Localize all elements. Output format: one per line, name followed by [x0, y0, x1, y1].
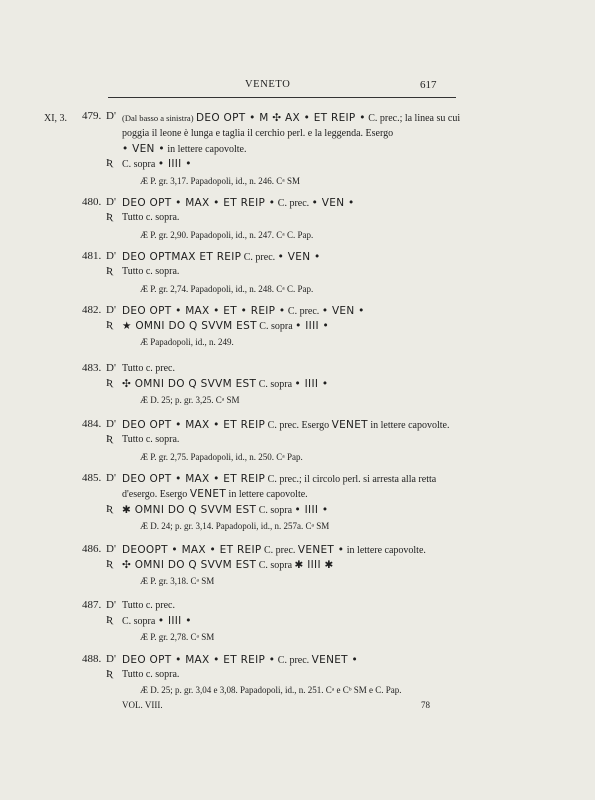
obverse-description: C. prec.; il circolo perl. si arresta alla retta [267, 474, 437, 485]
obverse-description: C. prec. [243, 252, 276, 263]
reverse-symbol: Ʀ [106, 503, 113, 515]
entry-details: Æ P. gr. 2,90. Papadopoli, id., n. 247. Cᵃ C. Pap. [140, 230, 314, 240]
volume-label: VOL. VIII. [122, 700, 163, 710]
entry-details: Æ P. gr. 2,75. Papadopoli, id., n. 250. Cᵃ Pap. [140, 452, 303, 462]
obverse-description: C. prec. [287, 306, 320, 317]
obverse-legend: DEO OPT • M ✣ AX • ET REIP • [196, 112, 366, 124]
entry-details: Æ P. gr. 2,74. Papadopoli, id., n. 248. Cᵃ C. Pap. [140, 284, 314, 294]
obverse-description: Tutto c. prec. [122, 363, 175, 374]
reverse-description: C. sopra [258, 560, 293, 571]
reverse-legend-2: • IIII • [294, 378, 329, 390]
reverse-description: Tutto c. sopra. [122, 212, 180, 223]
reverse-symbol: Ʀ [106, 668, 113, 680]
exergue-legend: VENET • [297, 544, 345, 556]
entry-number: 486. [82, 543, 102, 555]
obverse-description: C. prec.; la linea su cui [368, 113, 461, 124]
reverse-legend: • IIII • [157, 158, 192, 170]
obverse-legend: DEO OPT • MAX • ET REIP • [122, 654, 276, 666]
reverse-legend-2: • IIII • [295, 320, 329, 332]
entry-number: 479. [82, 110, 102, 122]
entry-number: 481. [82, 250, 102, 262]
reverse-symbol: Ʀ [106, 265, 113, 277]
page-number: 617 [420, 79, 437, 91]
description-line-2: in lettere capovolte. [228, 489, 308, 500]
reverse-legend: ✣ OMNI DO Q SVVM EST [122, 559, 257, 571]
entry-details: Æ D. 24; p. gr. 3,14. Papadopoli, id., n. 257a. Cᵃ SM [140, 521, 330, 531]
header-rule [108, 97, 456, 98]
obverse-symbol: D' [106, 418, 116, 430]
entry-details: Æ P. gr. 3,17. Papadopoli, id., n. 246. Cᵃ SM [140, 176, 300, 186]
reverse-description: C. sopra [258, 379, 293, 390]
entry-details: Æ P. gr. 2,78. Cᵃ SM [140, 632, 215, 642]
reverse-description: Tutto c. sopra. [122, 266, 180, 277]
obverse-legend: DEO OPT • MAX • ET REIP • [122, 197, 276, 209]
obverse-symbol: D' [106, 250, 116, 262]
entry-details: Æ D. 25; p. gr. 3,04 e 3,08. Papadopoli, id., n. 251. Cᵃ e Cᵇ SM e C. Pap. [140, 685, 402, 695]
reverse-legend-2: • IIII • [294, 504, 329, 516]
obverse-legend: DEO OPT • MAX • ET • REIP • [122, 305, 286, 317]
reverse-symbol: Ʀ [106, 319, 113, 331]
reverse-legend-2: ✱ IIII ✱ [294, 559, 334, 571]
reverse-legend: ★ OMNI DO Q SVVM EST [122, 320, 257, 332]
obverse-description-2: in lettere capovolte. [346, 545, 426, 556]
entry-details: Æ P. gr. 3,18. Cᵃ SM [140, 576, 215, 586]
obverse-symbol: D' [106, 599, 116, 611]
entry-number: 488. [82, 653, 102, 665]
entry-number: 482. [82, 304, 102, 316]
reverse-symbol: Ʀ [106, 211, 113, 223]
reverse-description: C. sopra [122, 159, 156, 170]
obverse-legend: DEO OPT • MAX • ET REIP [122, 419, 266, 431]
entry-number: 484. [82, 418, 102, 430]
entry-details: Æ Papadopoli, id., n. 249. [140, 337, 234, 347]
reverse-symbol: Ʀ [106, 558, 113, 570]
reverse-description: Tutto c. sopra. [122, 434, 180, 445]
exergue-legend: VENET • [311, 654, 359, 666]
reverse-symbol: Ʀ [106, 433, 113, 445]
section-reference: XI, 3. [44, 113, 68, 124]
obverse-description: C. prec. [277, 198, 310, 209]
entry-number: 487. [82, 599, 102, 611]
obverse-note: (Dal basso a sinistra) [122, 113, 194, 123]
entry-details: Æ D. 25; p. gr. 3,25. Cᵃ SM [140, 395, 240, 405]
exergue-legend: VENET [331, 419, 368, 431]
exergue-legend: VENET [189, 488, 227, 500]
reverse-description: C. sopra [258, 505, 293, 516]
entry-number: 485. [82, 472, 102, 484]
reverse-legend: ✱ OMNI DO Q SVVM EST [122, 504, 257, 516]
entry-number: 483. [82, 362, 102, 374]
reverse-legend: ✣ OMNI DO Q SVVM EST [122, 378, 257, 390]
reverse-legend: • IIII • [157, 615, 192, 627]
obverse-legend-2: • VEN • [311, 197, 355, 209]
obverse-symbol: D' [106, 304, 116, 316]
description-line: poggia il leone è lunga e taglia il cerchio perl. e la leggenda. Esergo [122, 128, 394, 139]
obverse-description: C. prec. Esergo [267, 420, 330, 431]
reverse-symbol: Ʀ [106, 157, 113, 169]
reverse-symbol: Ʀ [106, 614, 113, 626]
description-line: d'esergo. Esergo [122, 489, 188, 500]
obverse-legend: DEOOPT • MAX • ET REIP [122, 544, 262, 556]
running-header-title: VENETO [245, 79, 291, 90]
reverse-description: C. sopra [122, 616, 156, 627]
obverse-symbol: D' [106, 362, 116, 374]
obverse-description: C. prec. [277, 655, 310, 666]
obverse-symbol: D' [106, 110, 116, 122]
exergue-legend: • VEN • [122, 143, 165, 155]
reverse-description: Tutto c. sopra. [122, 669, 180, 680]
obverse-legend: DEO OPT • MAX • ET REIP [122, 473, 266, 485]
signature-mark: 78 [421, 700, 430, 710]
obverse-symbol: D' [106, 472, 116, 484]
reverse-symbol: Ʀ [106, 377, 113, 389]
obverse-description: C. prec. [264, 545, 296, 556]
obverse-symbol: D' [106, 196, 116, 208]
obverse-legend: DEO OPTMAX ET REIP [122, 251, 242, 263]
entry-number: 480. [82, 196, 102, 208]
obverse-legend-2: • VEN • [277, 251, 321, 263]
description-line: in lettere capovolte. [167, 144, 247, 155]
obverse-symbol: D' [106, 653, 116, 665]
reverse-description: C. sopra [259, 321, 293, 332]
obverse-description-2: in lettere capovolte. [370, 420, 450, 431]
obverse-legend-2: • VEN • [321, 305, 365, 317]
obverse-symbol: D' [106, 543, 116, 555]
obverse-description: Tutto c. prec. [122, 600, 175, 611]
